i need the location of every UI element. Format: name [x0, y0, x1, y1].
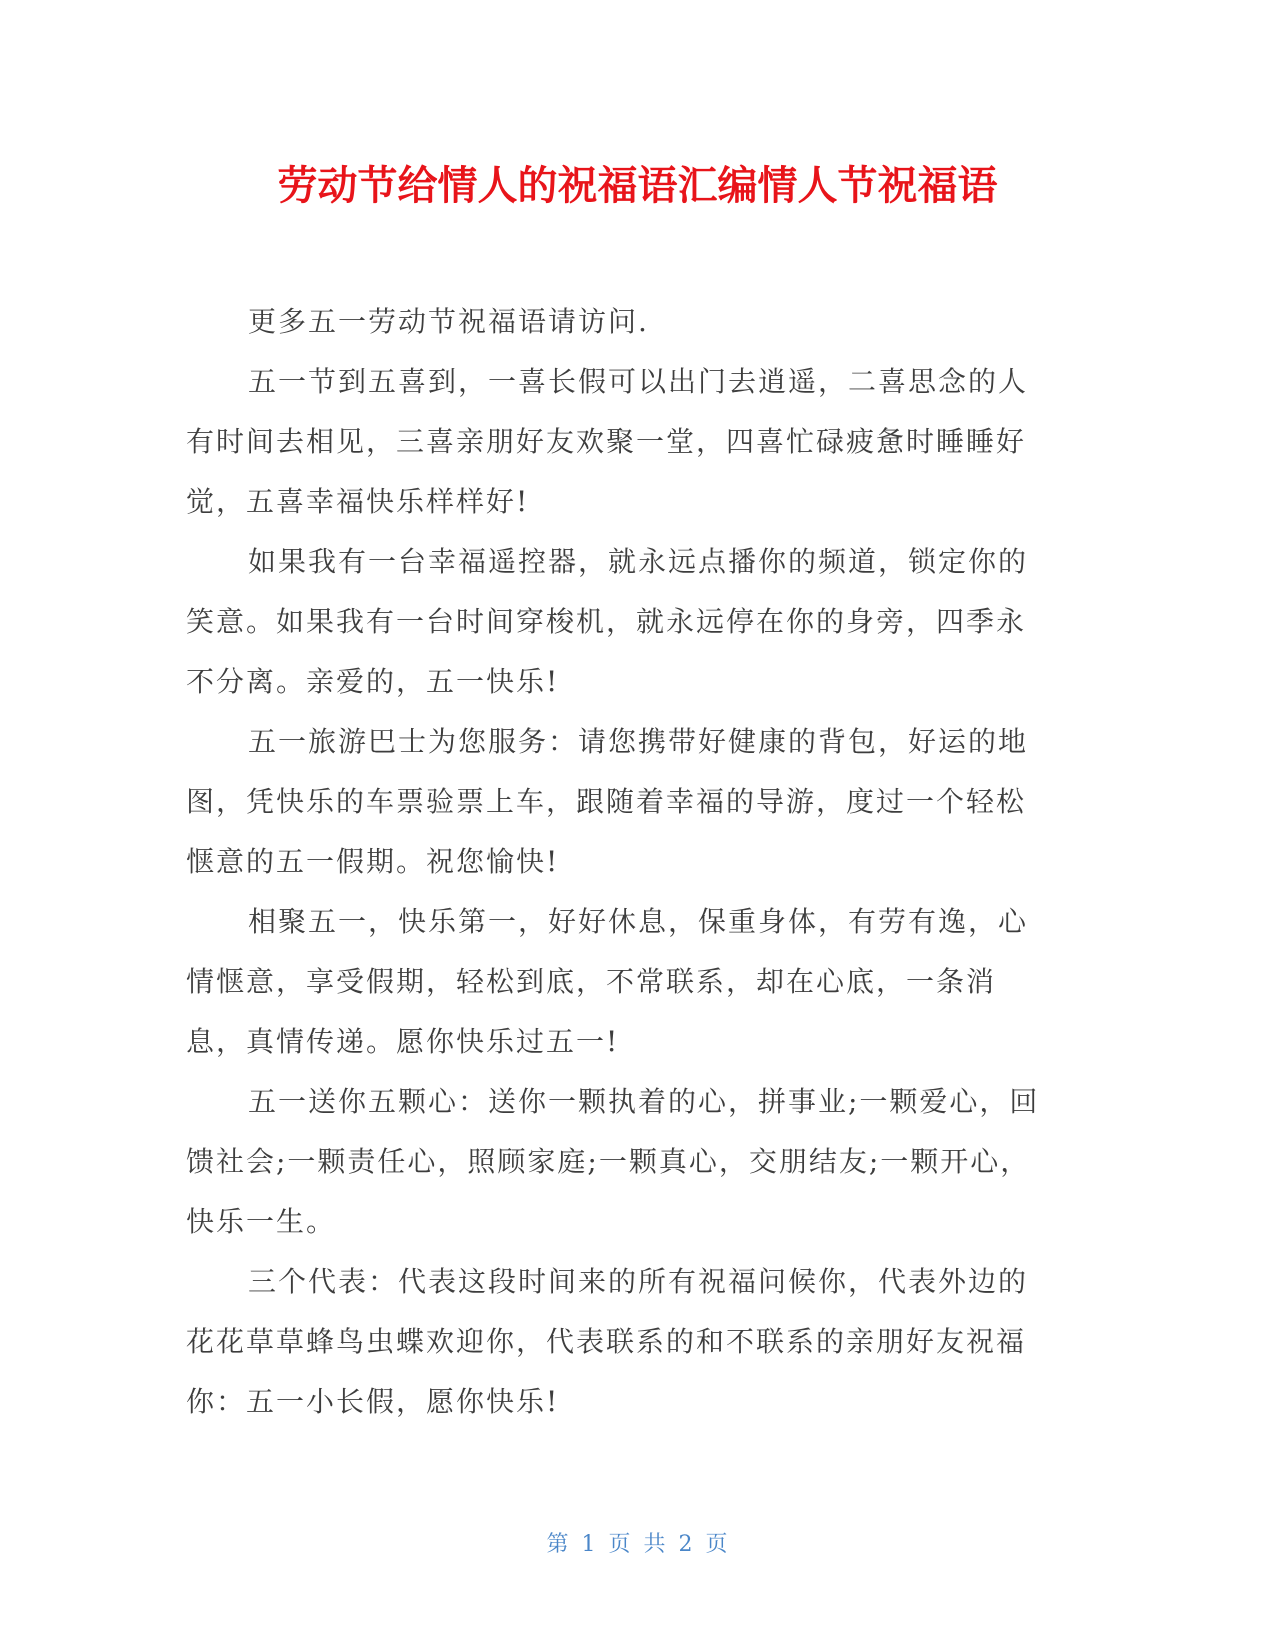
- paragraph-intro: 更多五一劳动节祝福语请访问.: [248, 305, 649, 338]
- footer-current-page: 1: [581, 1532, 597, 1557]
- page-number-footer: [0, 1527, 1275, 1558]
- footer-label-total: 共: [643, 1532, 667, 1557]
- footer-total-pages: 2: [678, 1532, 694, 1557]
- paragraph-2: 如果我有一台幸福遥控器，就永远点播你的频道，锁定你的笑意。如果我有一台时间穿梭机，就永远停在你的身旁，四季永不分离。亲爱的，五一快乐!: [186, 545, 1029, 698]
- document-body: [186, 292, 1046, 1432]
- document-title: 劳动节给情人的祝福语汇编情人节祝福语: [277, 163, 998, 209]
- paragraph-3: 五一旅游巴士为您服务：请您携带好健康的背包，好运的地图，凭快乐的车票验票上车，跟随着幸福的导游，度过一个轻松惬意的五一假期。祝您愉快!: [186, 725, 1029, 878]
- footer-label-page: 第: [546, 1532, 570, 1557]
- footer-label-total-unit: 页: [705, 1532, 729, 1557]
- paragraph-4: 相聚五一，快乐第一，好好休息，保重身体，有劳有逸，心情惬意，享受假期，轻松到底，不常联系，却在心底，一条消息，真情传递。愿你快乐过五一!: [186, 905, 1029, 1058]
- paragraph-5: 五一送你五颗心：送你一颗执着的心，拼事业;一颗爱心，回馈社会;一颗责任心，照顾家庭;一颗真心，交朋结友;一颗开心，快乐一生。: [186, 1085, 1040, 1238]
- paragraph-1: 五一节到五喜到，一喜长假可以出门去逍遥，二喜思念的人有时间去相见，三喜亲朋好友欢聚一堂，四喜忙碌疲惫时睡睡好觉，五喜幸福快乐样样好!: [186, 365, 1029, 518]
- paragraph-6: 三个代表：代表这段时间来的所有祝福问候你，代表外边的花花草草蜂鸟虫蝶欢迎你，代表联系的和不联系的亲朋好友祝福你：五一小长假，愿你快乐!: [186, 1265, 1029, 1418]
- footer-label-page-unit: 页: [608, 1532, 632, 1557]
